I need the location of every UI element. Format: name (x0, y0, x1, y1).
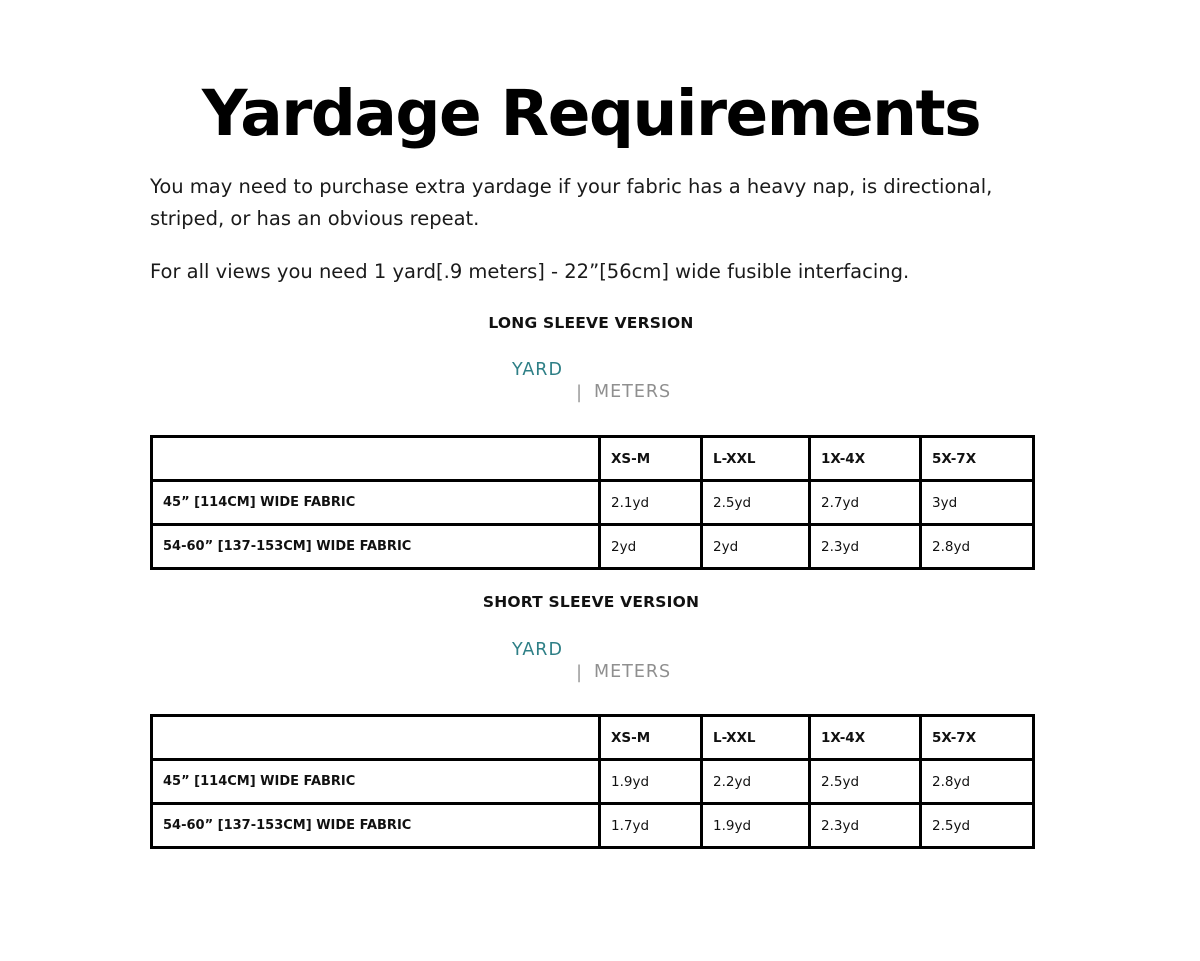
table-cell: 2.8yd (921, 525, 1034, 569)
table-cell: 2.5yd (702, 481, 810, 525)
table-header-row (152, 716, 1034, 760)
table-header-cell-empty (152, 716, 600, 760)
table-header-cell-5x-7x: 5X-7X (921, 437, 1034, 481)
table-cell: 2.3yd (810, 525, 921, 569)
table-header-cell-5x-7x: 5X-7X (921, 716, 1034, 760)
table-cell: 2.1yd (600, 481, 702, 525)
table-cell: 2yd (702, 525, 810, 569)
table-row (152, 481, 1034, 525)
table-header-row (152, 437, 1034, 481)
table-row (152, 760, 1034, 804)
row-label-45-wide: 45” [114CM] WIDE FABRIC (152, 481, 600, 525)
table-cell: 3yd (921, 481, 1034, 525)
section-heading-long-sleeve: LONG SLEEVE VERSION (488, 314, 694, 332)
table-cell: 2.5yd (810, 760, 921, 804)
table-row (152, 804, 1034, 848)
table-header-cell-1x-4x: 1X-4X (810, 437, 921, 481)
table-cell: 1.9yd (702, 804, 810, 848)
table-cell: 2.2yd (702, 760, 810, 804)
table-cell: 2yd (600, 525, 702, 569)
table-header-cell-empty (152, 437, 600, 481)
table-header-cell-l-xxl: L-XXL (702, 716, 810, 760)
unit-toggle-separator-long: | (576, 382, 583, 403)
table-cell: 2.8yd (921, 760, 1034, 804)
row-label-45-wide: 45” [114CM] WIDE FABRIC (152, 760, 600, 804)
table-cell: 2.7yd (810, 481, 921, 525)
yardage-table-long-sleeve (150, 435, 1035, 570)
intro-paragraph-nap: You may need to purchase extra yardage if your fabric has a heavy nap, is directional, striped, or has an obvious repeat. (150, 175, 993, 230)
table-cell: 2.5yd (921, 804, 1034, 848)
table-cell: 1.7yd (600, 804, 702, 848)
section-heading-short-sleeve: SHORT SLEEVE VERSION (482, 593, 700, 611)
row-label-54-60-wide: 54-60” [137-153CM] WIDE FABRIC (152, 804, 600, 848)
table-header-cell-1x-4x: 1X-4X (810, 716, 921, 760)
table-cell: 2.3yd (810, 804, 921, 848)
table-row (152, 525, 1034, 569)
table-header-cell-l-xxl: L-XXL (702, 437, 810, 481)
table-cell: 1.9yd (600, 760, 702, 804)
table-header-cell-xs-m: XS-M (600, 437, 702, 481)
unit-toggle-meters-short[interactable]: METERS (594, 662, 672, 682)
intro-paragraph-interfacing: For all views you need 1 yard[.9 meters] - 22”[56cm] wide fusible interfacing. (150, 260, 910, 283)
unit-toggle-separator-short: | (576, 662, 583, 683)
yardage-table-short-sleeve (150, 714, 1035, 849)
unit-toggle-meters-long[interactable]: METERS (594, 382, 672, 402)
row-label-54-60-wide: 54-60” [137-153CM] WIDE FABRIC (152, 525, 600, 569)
table-header-cell-xs-m: XS-M (600, 716, 702, 760)
page-title: Yardage Requirements (201, 77, 981, 150)
unit-toggle-yard-short[interactable]: YARD (512, 640, 563, 660)
unit-toggle-yard-long[interactable]: YARD (512, 360, 563, 380)
